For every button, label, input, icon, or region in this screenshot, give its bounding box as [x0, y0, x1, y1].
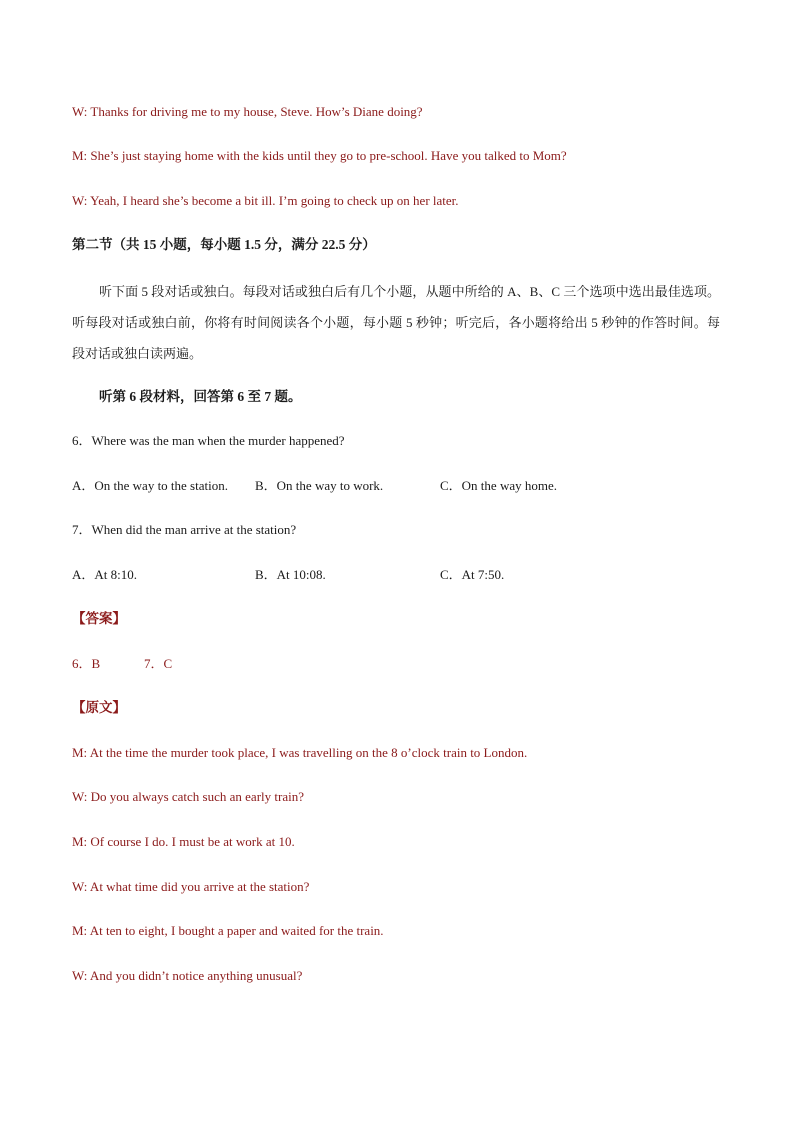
option-b: B．At 10:08.	[255, 567, 326, 582]
transcript-line: W: Do you always catch such an early train?	[72, 789, 304, 804]
option-c: C．On the way home.	[440, 478, 557, 493]
transcript-label: 【原文】	[72, 700, 126, 715]
dialogue-line: W: Yeah, I heard she’s become a bit ill. I’m going to check up on her later.	[72, 193, 459, 208]
transcript-line: W: And you didn’t notice anything unusual?	[72, 968, 303, 983]
transcript-line: M: Of course I do. I must be at work at 10.	[72, 834, 295, 849]
option-b: B．On the way to work.	[255, 478, 384, 493]
answer-item: 6．B	[72, 656, 101, 671]
answer-label: 【答案】	[72, 611, 126, 626]
option-c: C．At 7:50.	[440, 567, 505, 582]
section-title: 第二节（共 15 小题，每小题 1.5 分，满分 22.5 分）	[72, 237, 376, 252]
transcript-line: W: At what time did you arrive at the station?	[72, 879, 310, 894]
question-stem: 7．When did the man arrive at the station?	[72, 522, 297, 537]
transcript-line: M: At the time the murder took place, I was travelling on the 8 o’clock train to London.	[72, 745, 528, 760]
section-instructions: 听下面 5 段对话或独白。每段对话或独白后有几个小题，从题中所给的 A、B、C 三个选项中选出最佳选项。听每段对话或独白前，你将有时间阅读各个小题，每小题 5 秒钟；听完后，各小题将给出 5 秒钟的作答时间。每段对话或独白读两遍。	[72, 284, 720, 361]
dialogue-line: M: She’s just staying home with the kids until they go to pre-school. Have you talked to Mom?	[72, 148, 567, 163]
material-heading: 听第 6 段材料，回答第 6 至 7 题。	[99, 389, 302, 404]
answer-item: 7．C	[144, 656, 173, 671]
question-stem: 6．Where was the man when the murder happened?	[72, 433, 345, 448]
dialogue-line: W: Thanks for driving me to my house, Steve. How’s Diane doing?	[72, 104, 423, 119]
option-a: A．At 8:10.	[72, 567, 138, 582]
option-a: A．On the way to the station.	[72, 478, 228, 493]
transcript-line: M: At ten to eight, I bought a paper and waited for the train.	[72, 923, 384, 938]
